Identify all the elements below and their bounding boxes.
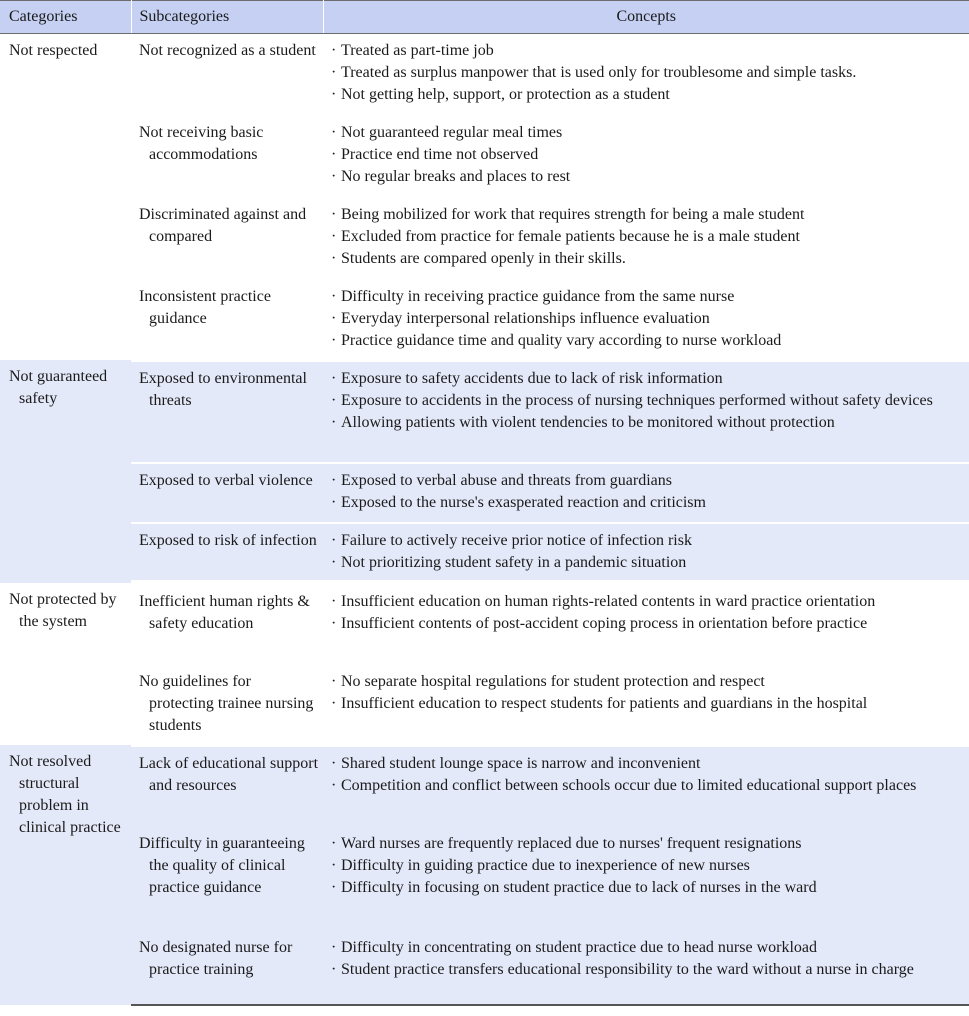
concept-item — [331, 693, 965, 715]
concept-text: Difficulty in receiving practice guidance from the same nurse — [341, 287, 735, 305]
bullet-glyph: · — [331, 531, 337, 549]
concept-item — [331, 855, 965, 877]
category-label: Not resolved structural problem in clinical practice — [9, 752, 121, 836]
concept-item — [331, 470, 965, 492]
concept-text: Not getting help, support, or protection as a student — [341, 86, 670, 103]
concept-text: Ward nurses are frequently replaced due to nurses' frequent resignations — [341, 834, 802, 852]
concept-text: Practice guidance time and quality vary according to nurse workload — [341, 331, 782, 349]
concept-item — [331, 877, 965, 899]
concept-text: Students are compared openly in their skills. — [341, 249, 626, 267]
concept-item — [331, 286, 965, 308]
bullet-glyph: · — [331, 64, 337, 81]
subcategory-label: Not recognized as a student — [139, 42, 316, 59]
table-row — [0, 463, 969, 523]
concept-item — [331, 330, 965, 352]
concepts-cell — [323, 280, 969, 360]
table-row — [0, 827, 969, 931]
table-row — [0, 745, 969, 827]
concept-item — [331, 412, 965, 434]
concept-item — [331, 368, 965, 390]
table-row — [0, 116, 969, 198]
concept-text: Competition and conflict between schools occur due to limited educational support places — [341, 777, 917, 794]
concepts-cell — [323, 116, 969, 198]
concept-item — [331, 226, 965, 248]
concept-item — [331, 122, 965, 144]
bullet-glyph: · — [331, 205, 337, 223]
bullet-glyph: · — [331, 123, 337, 141]
concept-text: Not guaranteed regular meal times — [341, 123, 563, 141]
concepts-cell — [323, 463, 969, 523]
bullet-glyph: · — [331, 227, 337, 245]
concept-item — [331, 492, 965, 514]
subcategory-label: Exposed to risk of infection — [139, 531, 317, 549]
bullet-glyph: · — [331, 414, 337, 431]
bullet-glyph: · — [331, 249, 337, 267]
category-not-guaranteed-safety — [0, 360, 131, 583]
concept-text: Student practice transfers educational responsibility to the ward without a nurse in charge — [341, 960, 914, 978]
subcategory-cell — [131, 523, 323, 583]
concepts-cell — [323, 523, 969, 583]
concept-item — [331, 166, 965, 188]
concept-item — [331, 144, 965, 166]
table-row — [0, 931, 969, 1005]
subcategory-label: Not receiving basic accommodations — [139, 123, 264, 163]
bullet-glyph: · — [331, 42, 337, 59]
subcategory-cell — [131, 745, 323, 827]
bullet-glyph: · — [331, 755, 337, 772]
subcategory-cell — [131, 360, 323, 463]
concept-text: Treated as surplus manpower that is used only for troublesome and simple tasks. — [341, 64, 857, 81]
table-row — [0, 665, 969, 745]
concepts-cell — [323, 360, 969, 463]
concept-item — [331, 591, 965, 613]
subcategory-cell — [131, 931, 323, 1005]
bullet-glyph: · — [331, 938, 337, 956]
concept-text: Shared student lounge space is narrow and inconvenient — [341, 755, 701, 772]
subcategory-cell — [131, 827, 323, 931]
bullet-glyph: · — [331, 834, 337, 852]
concept-text: Difficulty in guiding practice due to inexperience of new nurses — [341, 856, 750, 874]
header-categories: Categories — [0, 1, 131, 34]
bullet-glyph: · — [331, 553, 337, 571]
concept-text: Exposed to the nurse's exasperated reaction and criticism — [341, 493, 706, 511]
subcategory-label: Exposed to environmental threats — [139, 370, 307, 409]
concepts-cell — [323, 34, 969, 116]
subcategory-label: Inconsistent practice guidance — [139, 287, 271, 327]
bullet-glyph: · — [331, 392, 337, 409]
concept-text: Practice end time not observed — [341, 145, 539, 163]
concept-item — [331, 613, 965, 635]
concept-item — [331, 775, 965, 797]
subcategory-cell — [131, 583, 323, 665]
subcategory-label: Discriminated against and compared — [139, 205, 307, 245]
concept-item — [331, 248, 965, 270]
subcategory-label: Difficulty in guaranteeing the quality of clinical practice guidance — [139, 834, 305, 896]
bullet-glyph: · — [331, 593, 337, 610]
concept-text: Difficulty in focusing on student practice due to lack of nurses in the ward — [341, 878, 817, 896]
concept-item — [331, 753, 965, 775]
concepts-cell — [323, 745, 969, 827]
header-subcategories: Subcategories — [131, 1, 323, 34]
concept-text: Insufficient contents of post-accident coping process in orientation before practice — [341, 615, 868, 632]
category-label: Not respected — [9, 42, 98, 59]
category-label: Not guaranteed safety — [9, 367, 108, 407]
bullet-glyph: · — [331, 694, 337, 712]
concept-item — [331, 671, 965, 693]
subcategory-cell — [131, 116, 323, 198]
bullet-glyph: · — [331, 331, 337, 349]
concept-text: Being mobilized for work that requires strength for being a male student — [341, 205, 805, 223]
bullet-glyph: · — [331, 493, 337, 511]
bullet-glyph: · — [331, 471, 337, 489]
concept-text: Not prioritizing student safety in a pandemic situation — [341, 553, 687, 571]
subcategory-label: No designated nurse for practice training — [139, 938, 293, 978]
bullet-glyph: · — [331, 145, 337, 163]
bullet-glyph: · — [331, 167, 337, 185]
concept-item — [331, 308, 965, 330]
concepts-cell — [323, 665, 969, 745]
table-header — [0, 1, 969, 34]
concept-text: Allowing patients with violent tendencies to be monitored without protection — [341, 414, 835, 431]
category-not-resolved-structural-problem — [0, 745, 131, 1005]
category-not-respected — [0, 34, 131, 360]
concept-item — [331, 40, 965, 62]
concept-item — [331, 530, 965, 552]
concept-item — [331, 833, 965, 855]
subcategory-cell — [131, 463, 323, 523]
bullet-glyph: · — [331, 287, 337, 305]
concept-item — [331, 204, 965, 226]
concept-text: Exposure to accidents in the process of nursing techniques performed without safety devices — [341, 392, 933, 409]
concept-text: Exposure to safety accidents due to lack of risk information — [341, 370, 723, 387]
subcategory-cell — [131, 198, 323, 280]
table-row — [0, 198, 969, 280]
bullet-glyph: · — [331, 615, 337, 632]
table-row — [0, 280, 969, 360]
table-row — [0, 523, 969, 583]
concept-text: Treated as part-time job — [341, 42, 494, 59]
table-body — [0, 34, 969, 1005]
concept-item — [331, 959, 965, 981]
concept-item — [331, 62, 965, 84]
bullet-glyph: · — [331, 960, 337, 978]
table-row — [0, 360, 969, 463]
concepts-cell — [323, 583, 969, 665]
concept-text: Excluded from practice for female patients because he is a male student — [341, 227, 800, 245]
concept-text: No regular breaks and places to rest — [341, 167, 571, 185]
subcategory-cell — [131, 280, 323, 360]
concepts-cell — [323, 931, 969, 1005]
header-concepts: Concepts — [323, 1, 969, 34]
concepts-cell — [323, 827, 969, 931]
concept-item — [331, 390, 965, 412]
table-row — [0, 583, 969, 665]
concept-text: Difficulty in concentrating on student practice due to head nurse workload — [341, 938, 817, 956]
concept-item — [331, 937, 965, 959]
category-not-protected-by-system — [0, 583, 131, 745]
subcategory-cell — [131, 665, 323, 745]
header-row — [0, 1, 969, 34]
subcategory-label: Lack of educational support and resources — [139, 755, 319, 794]
category-label: Not protected by the system — [9, 590, 117, 630]
concept-item — [331, 84, 965, 106]
bullet-glyph: · — [331, 878, 337, 896]
concept-text: Failure to actively receive prior notice of infection risk — [341, 531, 692, 549]
bullet-glyph: · — [331, 672, 337, 690]
concept-text: Insufficient education on human rights-related contents in ward practice orientation — [341, 593, 876, 610]
subcategory-cell — [131, 34, 323, 116]
table-row — [0, 34, 969, 116]
bullet-glyph: · — [331, 777, 337, 794]
concept-text: Exposed to verbal abuse and threats from guardians — [341, 471, 673, 489]
bullet-glyph: · — [331, 309, 337, 327]
concept-item — [331, 552, 965, 574]
subcategory-label: Inefficient human rights & safety education — [139, 593, 310, 632]
concept-text: Everyday interpersonal relationships influence evaluation — [341, 309, 710, 327]
concept-text: No separate hospital regulations for student protection and respect — [341, 672, 765, 690]
bullet-glyph: · — [331, 86, 337, 103]
bullet-glyph: · — [331, 370, 337, 387]
subcategory-label: Exposed to verbal violence — [139, 471, 313, 489]
concept-text: Insufficient education to respect students for patients and guardians in the hospital — [341, 694, 868, 712]
bullet-glyph: · — [331, 856, 337, 874]
concepts-cell — [323, 198, 969, 280]
subcategory-label: No guidelines for protecting trainee nursing students — [139, 672, 314, 734]
